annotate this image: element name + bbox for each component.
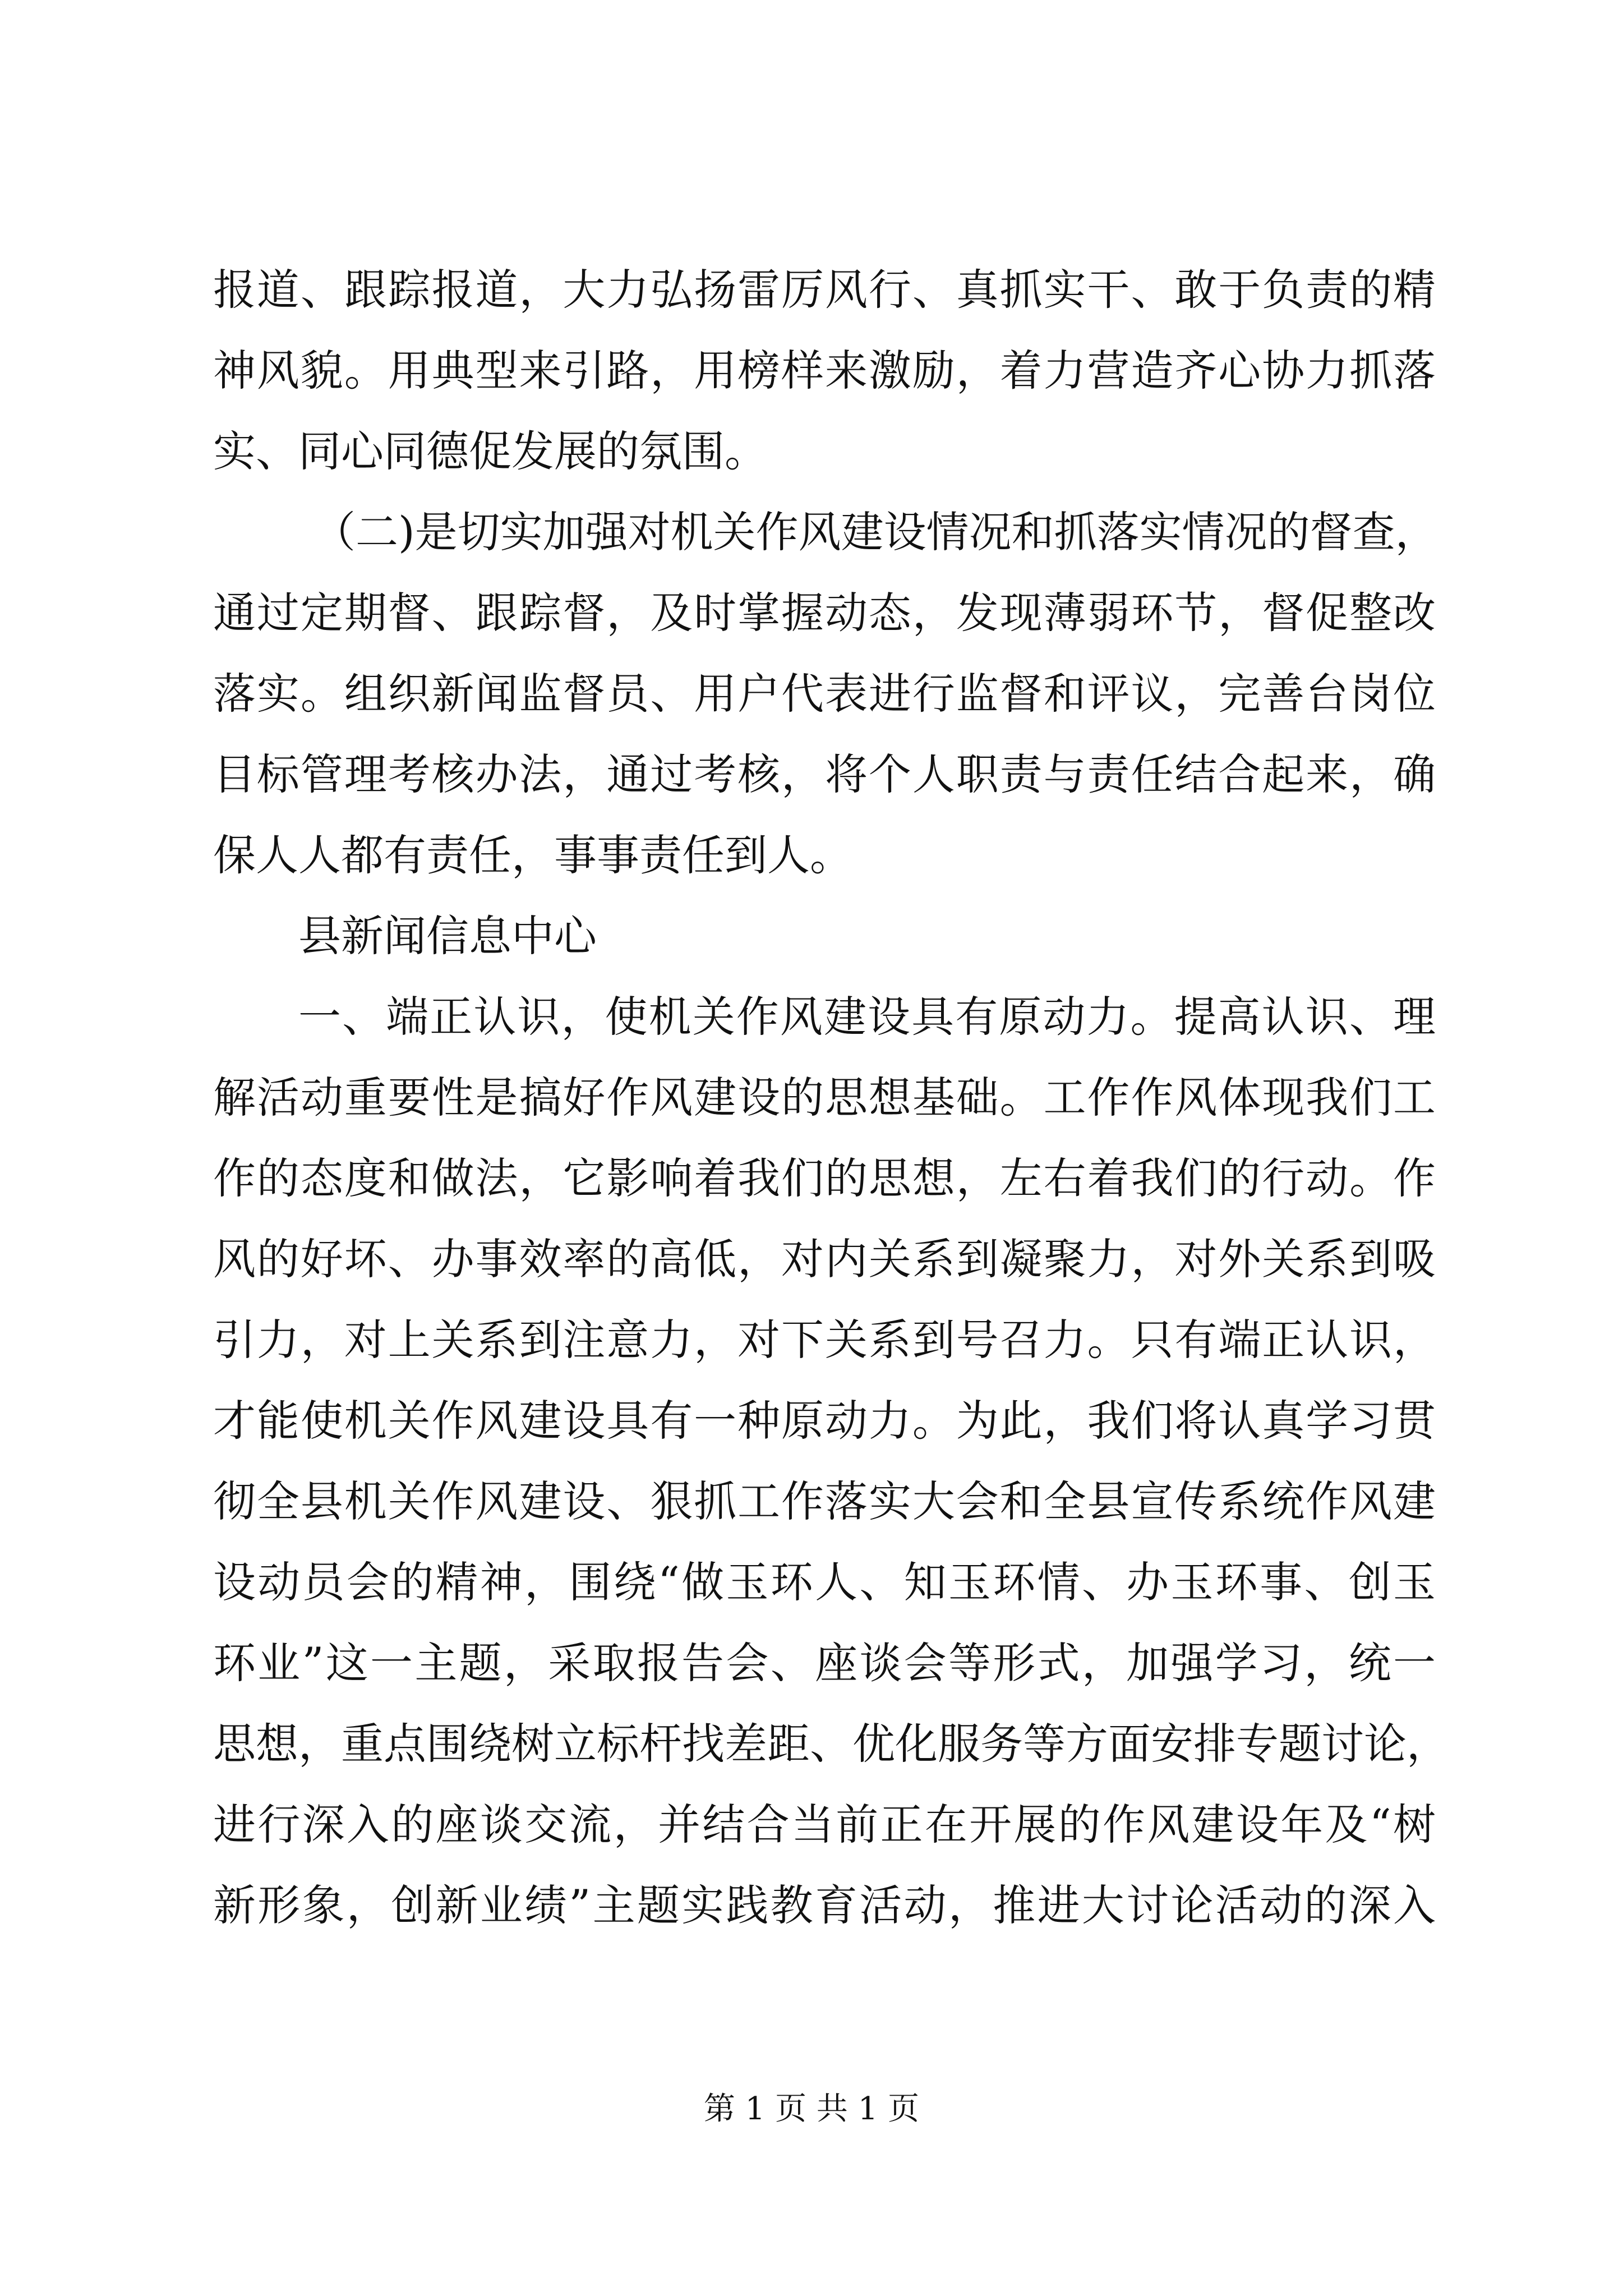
- text-line: 风的好坏、办事效率的高低，对内关系到凝聚力，对外关系到吸: [213, 1234, 1436, 1284]
- section-heading: 县新闻信息中心: [298, 911, 597, 961]
- text-line: 引力，对上关系到注意力，对下关系到号召力。只有端正认识，: [213, 1315, 1436, 1365]
- text-line: 思想，重点围绕树立标杆找差距、优化服务等方面安排专题讨论，: [213, 1719, 1449, 1769]
- text-line: 设动员会的精神，围绕“做玉环人、知玉环情、办玉环事、创玉: [213, 1557, 1436, 1607]
- text-line: 报道、跟踪报道，大力弘扬雷厉风行、真抓实干、敢于负责的精: [213, 265, 1436, 315]
- text-line: 保人人都有责任，事事责任到人。: [213, 830, 852, 880]
- text-line: 目标管理考核办法，通过考核，将个人职责与责任结合起来，确: [213, 749, 1436, 799]
- document-body: [213, 250, 1449, 1946]
- text-line: 实、同心同德促发展的氛围。: [213, 426, 767, 476]
- text-line: 解活动重要性是搞好作风建设的思想基础。工作作风体现我们工: [213, 1073, 1436, 1122]
- text-line: 一、端正认识，使机关作风建设具有原动力。提高认识、理: [298, 992, 1436, 1042]
- text-line: 环业”这一主题，采取报告会、座谈会等形式，加强学习，统一: [213, 1638, 1436, 1688]
- text-line: 才能使机关作风建设具有一种原动力。为此，我们将认真学习贯: [213, 1396, 1436, 1446]
- text-line: 落实。组织新闻监督员、用户代表进行监督和评议，完善台岗位: [213, 669, 1436, 719]
- text-line: 彻全县机关作风建设、狠抓工作落实大会和全县宣传系统作风建: [213, 1476, 1436, 1526]
- page-footer: 第 1 页 共 1 页: [703, 2091, 920, 2127]
- text-line: 作的态度和做法，它影响着我们的思想，左右着我们的行动。作: [213, 1153, 1436, 1203]
- text-line: 进行深入的座谈交流，并结合当前正在开展的作风建设年及“树: [213, 1800, 1436, 1849]
- text-line: 新形象，创新业绩”主题实践教育活动，推进大讨论活动的深入: [213, 1880, 1436, 1930]
- text-line: 通过定期督、跟踪督，及时掌握动态，发现薄弱环节，督促整改: [213, 588, 1436, 638]
- text-line: 神风貌。用典型来引路，用榜样来激励，着力营造齐心协力抓落: [213, 346, 1436, 395]
- text-line: （二)是切实加强对机关作风建设情况和抓落实情况的督查，: [313, 507, 1438, 557]
